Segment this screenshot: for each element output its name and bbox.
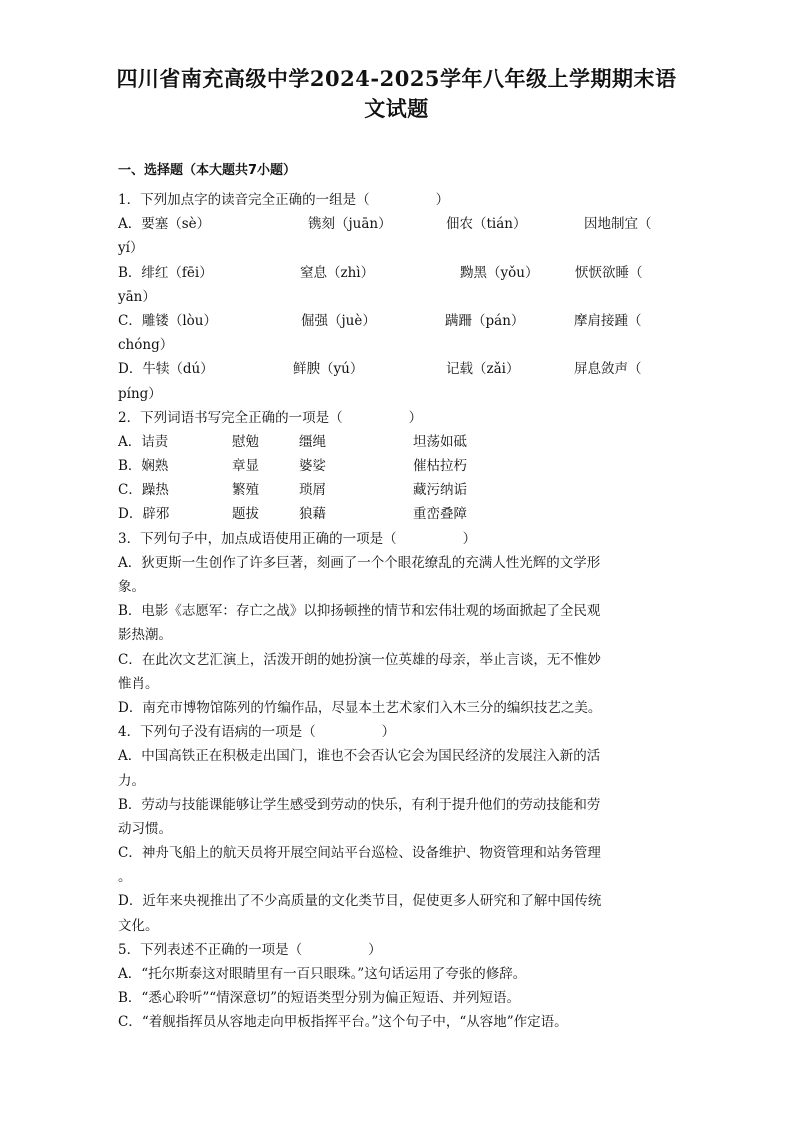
question-1-stem: 1．下列加点字的读音完全正确的一组是（ ） — [118, 192, 450, 208]
q2-option-c: C．躁热 繁殖 琐屑 藏污纳诟 — [118, 482, 467, 499]
title-line-2: 文试题 — [364, 96, 429, 121]
q3-option-b-cont: 影热潮。 — [118, 627, 172, 644]
q5-option-c: C．“着舰指挥员从容地走向甲板指挥平台。”这个句子中，“从容地”作定语。 — [118, 1014, 568, 1031]
q4-option-c-cont: 。 — [118, 869, 132, 886]
q5-option-a: A．“托尔斯泰这对眼睛里有一百只眼珠。”这句话运用了夸张的修辞。 — [118, 966, 527, 982]
q1-option-b: B．绯红（fēi） 窒息（zhì） 黝黑（yǒu） 恹恹欲睡（ — [118, 264, 643, 281]
q2-option-d: D．辟邪 题拔 狼藉 重峦叠障 — [118, 506, 467, 523]
q4-option-c: C．神舟飞船上的航天员将开展空间站平台巡检、设备维护、物资管理和站务管理 — [118, 845, 601, 862]
q1-option-b-cont: yān） — [118, 288, 156, 305]
question-4-stem: 4．下列句子没有语病的一项是（ ） — [118, 724, 396, 741]
q3-option-a: A．狄更斯一生创作了许多巨著，刻画了一个个眼花缭乱的充满人性光辉的文学形 — [118, 554, 601, 571]
q2-option-a: A．诘责 慰勉 缰绳 坦荡如砥 — [118, 433, 467, 450]
q4-option-d: D．近年来央视推出了不少高质量的文化类节目，促使更多人研究和了解中国传统 — [118, 893, 602, 910]
q3-option-a-cont: 象。 — [118, 579, 145, 595]
question-list — [118, 188, 670, 1035]
title-line-1: 四川省南充高级中学2024-2025学年八年级上学期期末语 — [116, 66, 677, 91]
q3-option-c: C．在此次文艺汇演上，活泼开朗的她扮演一位英雄的母亲，举止言谈，无不惟妙 — [118, 651, 601, 668]
q4-option-d-cont: 文化。 — [118, 917, 159, 934]
q1-option-d: D．牛犊（dú） 鲜腴（yú） 记载（zǎi） 屏息敛声（ — [118, 361, 642, 378]
q3-option-c-cont: 惟肖。 — [118, 675, 159, 692]
q1-option-c: C．雕镂（lòu） 倔强（juè） 蹒跚（pán） 摩肩接踵（ — [118, 312, 642, 329]
q4-option-a: A．中国高铁正在积极走出国门，谁也不会否认它会为国民经济的发展注入新的活 — [118, 748, 601, 765]
q1-option-c-cont: chóng） — [118, 337, 174, 354]
q1-option-a: A．要塞（sè） 镌刻（juān） 佃农（tián） 因地制宜（ — [118, 216, 652, 233]
q3-option-d: D．南充市博物馆陈列的竹编作品，尽显本土艺术家们入木三分的编织技艺之美。 — [118, 699, 602, 716]
q4-option-a-cont: 力。 — [118, 772, 145, 789]
document-title — [100, 64, 693, 124]
q4-option-b-cont: 动习惯。 — [118, 820, 172, 837]
q2-option-b: B．娴熟 章显 婆娑 催枯拉朽 — [118, 458, 467, 475]
section-heading: 一、选择题（本大题共7小题） — [118, 163, 297, 178]
question-5-stem: 5．下列表述不正确的一项是（ ） — [118, 941, 382, 958]
q1-option-d-cont: píng） — [118, 385, 162, 402]
q3-option-b: B．电影《志愿军：存亡之战》以抑扬顿挫的情节和宏伟壮观的场面掀起了全民观 — [118, 603, 601, 620]
q1-option-a-cont: yí） — [118, 240, 144, 257]
q5-option-b: B．“悉心聆听”“情深意切”的短语类型分别为偏正短语、并列短语。 — [118, 990, 521, 1007]
question-3-stem: 3．下列句子中，加点成语使用正确的一项是（ ） — [118, 530, 477, 547]
question-2-stem: 2．下列词语书写完全正确的一项是（ ） — [118, 409, 423, 426]
q4-option-b: B．劳动与技能课能够让学生感受到劳动的快乐，有利于提升他们的劳动技能和劳 — [118, 796, 601, 813]
